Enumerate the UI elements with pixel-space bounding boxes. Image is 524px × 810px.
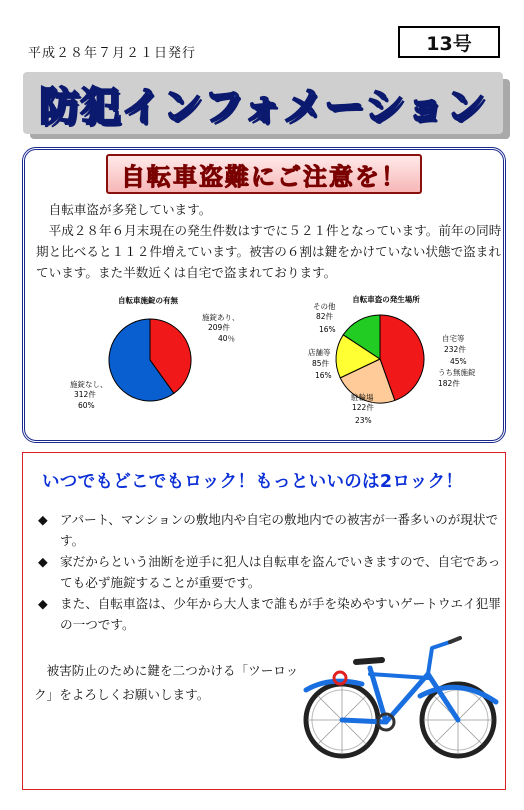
chart1-slice1-count: 209件 [208, 323, 230, 332]
chart2-annotation: うち無施錠 [438, 368, 476, 377]
chart1-title: 自転車施錠の有無 [118, 296, 178, 305]
bullet-list [38, 509, 504, 635]
diamond-icon: ◆ [38, 596, 48, 611]
bicycle-illustration [300, 626, 500, 766]
banner-title: 防犯インフォメーション [39, 83, 487, 130]
chart2-other-label: その他 [313, 302, 336, 311]
chart1-slice1-percent: 40％ [218, 334, 236, 343]
pie-charts [30, 288, 500, 436]
bullet-item [38, 551, 504, 593]
chart1-slice2-count: 312件 [74, 390, 96, 399]
chart2-title: 自転車盗の発生場所 [352, 295, 420, 304]
chart2-store-label: 店舗等 [308, 348, 331, 357]
chart1-pie [109, 319, 191, 401]
chart2-parking-percent: 23% [355, 416, 372, 425]
chart2-other-count: 82件 [316, 312, 334, 321]
chart2-home-count: 232件 [444, 345, 466, 354]
section1-text [36, 199, 504, 283]
chart2-store-count: 85件 [312, 359, 330, 368]
chart2-home-label: 自宅等 [442, 334, 465, 343]
bullet-text: また、自転車盗は、少年から大人まで誰もが手を染めやすいゲートウエイ犯罪の一つです。 [60, 596, 501, 632]
bullet-text: アパート、マンションの敷地内や自宅の敷地内での被害が一番多いのが現状です。 [60, 512, 499, 548]
chart1-slice1-label: 施錠あり、 [202, 313, 240, 322]
diamond-icon: ◆ [38, 512, 48, 527]
chart1-slice2-percent: 60% [78, 401, 95, 410]
issue-date: 平成２８年７月２１日発行 [28, 46, 197, 61]
catchphrase: いつでもどこでもロック！もっといいのは2ロック！ [42, 472, 464, 492]
intro-paragraph-1: 自転車盗が多発しています。 [36, 202, 212, 217]
chart1-slice2-label: 施錠なし、 [70, 380, 108, 389]
chart2-parking-label: 駐輪場 [351, 393, 374, 402]
chart2-store-percent: 16% [315, 371, 332, 380]
chart2-pie [336, 315, 424, 403]
chart2-other-percent: 16% [319, 325, 336, 334]
chart2-home-percent: 45% [450, 357, 467, 366]
bullet-item [38, 509, 504, 551]
chart2-annotation-line2: 182件 [438, 379, 460, 388]
section1-title: 自転車盗難にご注意を！ [106, 154, 422, 194]
request-text: 被害防止のために鍵を二つかける「ツーロック」をよろしくお願いします。 [34, 663, 299, 702]
intro-paragraph-2: 平成２８年６月末現在の発生件数はすでに５２１件となっています。前年の同時期と比べると１１２件増えています。被害の６割は鍵をかけていない状態で盗まれています。また半数近くは自宅で盗まれております。 [36, 223, 502, 280]
bullet-text: 家だからという油断を逆手に犯人は自転車を盗んでいきますので、自宅であっても必ず施錠することが重要です。 [60, 554, 501, 590]
diamond-icon: ◆ [38, 554, 48, 569]
chart2-parking-count: 122件 [352, 403, 374, 412]
issue-number: 13号 [398, 26, 500, 58]
